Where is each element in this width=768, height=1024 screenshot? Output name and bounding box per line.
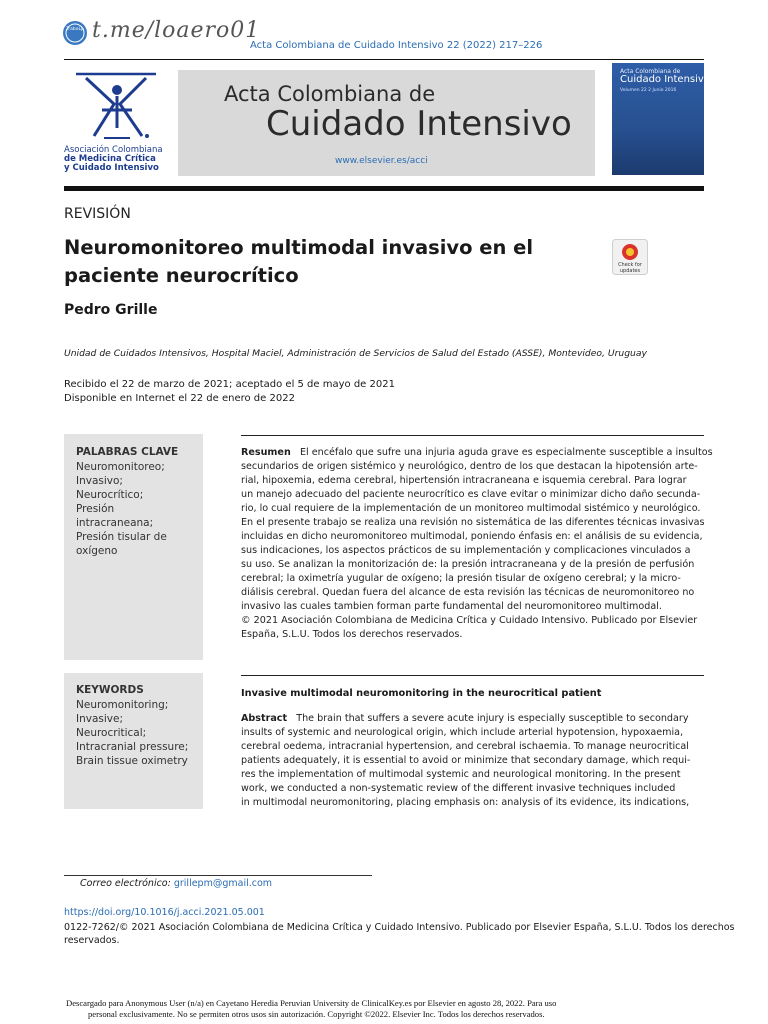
society-name-line: Asociación Colombiana: [64, 145, 163, 155]
abstract-es-line: su uso. Se analizan la monitorización de: la presión intracraneana y de la presión de perfusión: [241, 559, 695, 570]
abstract-en-line: patients adequately, it is essential to avoid or minimize that secondary damage, which requi-: [241, 755, 691, 766]
email-link[interactable]: grillepm@gmail.com: [173, 878, 273, 889]
doi-link[interactable]: https://doi.org/10.1016/j.acci.2021.05.001: [64, 907, 265, 918]
abstract-es-line: secundarios de origen sistémico y neurológico, dentro de los que destacan la hipotensión arte-: [241, 461, 698, 472]
keyword-es-item: Invasivo;: [76, 475, 123, 487]
society-name-line: de Medicina Crítica: [64, 154, 156, 164]
abstract-en-rule: [241, 675, 704, 676]
received-date: Recibido el 22 de marzo de 2021; aceptado el 5 de mayo de 2021: [64, 379, 395, 390]
abstract-es-line: rial, hipoxemia, edema cerebral, hipertensión intracraneana e isquemia cerebral. Para lograr: [241, 475, 687, 486]
abstract-es-line: diálisis cerebral. Quedan fuera del alcance de esta revisión las técnicas de neuromonitoreo no: [241, 587, 695, 598]
footnote-rule: [64, 875, 372, 876]
check-for-updates-icon[interactable]: [612, 239, 648, 275]
abstract-en-line: work, we conducted a non-systematic review of the different invasive techniques included: [241, 783, 676, 794]
footnote-email: [80, 878, 272, 889]
copyright-es-line: © 2021 Asociación Colombiana de Medicina Crítica y Cuidado Intensivo. Publicado por Elsevier: [241, 615, 698, 626]
abstract-en-line: cerebral oedema, intracranial hypertension, and cerebral ischaemia. To manage neurocritical: [241, 741, 689, 752]
abstract-en-label: Abstract: [241, 713, 288, 724]
abstract-en-text: The brain that suffers a severe acute injury is especially susceptible to secondary: [296, 713, 689, 724]
abstract-es-line: cerebral; la oximetría yugular de oxígeno; la presión tisular de oxígeno cerebral; y la micro-: [241, 573, 681, 584]
abstract-en-line: res the implementation of multimodal systemic and neurological monitoring. In the present: [241, 769, 681, 780]
watermark-logo-icon: [62, 20, 88, 46]
journal-reference-link[interactable]: Acta Colombiana de Cuidado Intensivo 22 (2022) 217–226: [250, 40, 543, 51]
article-title: Neuromonitoreo multimodal invasivo en el paciente neurocrítico: [64, 236, 534, 287]
keywords-en-heading: KEYWORDS: [76, 684, 144, 696]
abstract-es-line: rio, lo cual requiere de la implementación de un monitoreo multimodal sistémico y neurológico.: [241, 503, 701, 514]
watermark-text: t.me/loaero01: [92, 18, 261, 43]
abstract-es-line: [241, 446, 713, 460]
abstract-es-text: El encéfalo que sufre una injuria aguda grave es especialmente susceptible a insultos: [299, 447, 713, 458]
keyword-es-item: Presión: [76, 503, 115, 515]
journal-url-link[interactable]: www.elsevier.es/acci: [335, 156, 428, 166]
available-date: Disponible en Internet el 22 de enero de 2022: [64, 393, 295, 404]
abstract-es-line: un manejo adecuado del paciente neurocrítico es clave evitar o minimizar dicho daño secunda-: [241, 489, 701, 500]
keyword-en-item: Invasive;: [76, 713, 123, 725]
issn-copyright-line: 0122-7262/© 2021 Asociación Colombiana de Medicina Crítica y Cuidado Intensivo. Publicado por Elsevier España, S.L.U. Todos los derechos: [64, 922, 735, 933]
keyword-en-item: Brain tissue oximetry: [76, 755, 188, 767]
check-badge-line2: updates: [619, 268, 641, 274]
download-notice-line: personal exclusivamente. No se permiten otros usos sin autorización. Copyright ©2022. Elsevier Inc. Todos los derechos reservados.: [88, 1009, 545, 1019]
header-thick-rule: [64, 186, 704, 191]
article-section-label: REVISIÓN: [64, 206, 131, 222]
abstract-es-line: En el presente trabajo se realiza una revisión no sistemática de las diferentes técnicas invasivas: [241, 517, 705, 528]
keyword-es-item: Neuromonitoreo;: [76, 461, 165, 473]
cover-issue-meta: Volumen 22 2 Junio 2016: [620, 88, 677, 93]
keyword-en-item: Intracranial pressure;: [76, 741, 189, 753]
keyword-en-item: Neurocritical;: [76, 727, 147, 739]
society-name-line: y Cuidado Intensivo: [64, 163, 159, 173]
issn-copyright-line: reservados.: [64, 935, 120, 946]
abstract-es-rule: [241, 435, 704, 436]
abstract-en-line: insults of systemic and neurological origin, which include arterial hypotension, hypoxaemia,: [241, 727, 684, 738]
keyword-es-item: intracraneana;: [76, 517, 154, 529]
watermark-logo-text: TraboLp: [66, 27, 84, 32]
keyword-en-item: Neuromonitoring;: [76, 699, 169, 711]
keyword-es-item: Presión tisular de: [76, 531, 167, 543]
abstract-es-label: Resumen: [241, 447, 291, 458]
header-rule: [64, 59, 704, 60]
check-badge-line1: Check for: [618, 262, 642, 268]
cover-title-line2: Cuidado Intensivo: [620, 74, 710, 85]
author-affiliation: Unidad de Cuidados Intensivos, Hospital Maciel, Administración de Servicios de Salud del Estado (ASSE), Montevideo, Uruguay: [64, 348, 647, 359]
abstract-en-line: [241, 712, 689, 726]
abstract-es-line: sus indicaciones, los aspectos prácticos de su implementación y complicaciones vinculados a: [241, 545, 691, 556]
keyword-es-item: oxígeno: [76, 545, 118, 557]
abstract-en-title: Invasive multimodal neuromonitoring in the neurocritical patient: [241, 688, 602, 699]
abstract-es-line: invasivo las cuales tambien forman parte fundamental del neuromonitoreo multimodal.: [241, 601, 662, 612]
abstract-en-line: in multimodal neuromonitoring, placing emphasis on: analysis of its evidence, its indications,: [241, 797, 690, 808]
email-label: Correo electrónico:: [80, 878, 171, 889]
keywords-es-heading: PALABRAS CLAVE: [76, 446, 179, 458]
banner-title-line1: Acta Colombiana de: [224, 82, 436, 106]
download-notice-line: Descargado para Anonymous User (n/a) en Cayetano Heredia Peruvian University de ClinicalKey.es por Elsevier en agosto 28, 2022. Para uso: [66, 998, 557, 1008]
copyright-es-line: España, S.L.U. Todos los derechos reservados.: [241, 629, 463, 640]
article-author: Pedro Grille: [64, 302, 158, 318]
cover-title-line1: Acta Colombiana de: [620, 68, 681, 75]
keyword-es-item: Neurocrítico;: [76, 489, 144, 501]
banner-title-line2: Cuidado Intensivo: [266, 104, 572, 144]
abstract-es-line: incluidas en dicho neuromonitoreo multimodal, poniendo énfasis en: el análisis de su evidencia,: [241, 531, 703, 542]
